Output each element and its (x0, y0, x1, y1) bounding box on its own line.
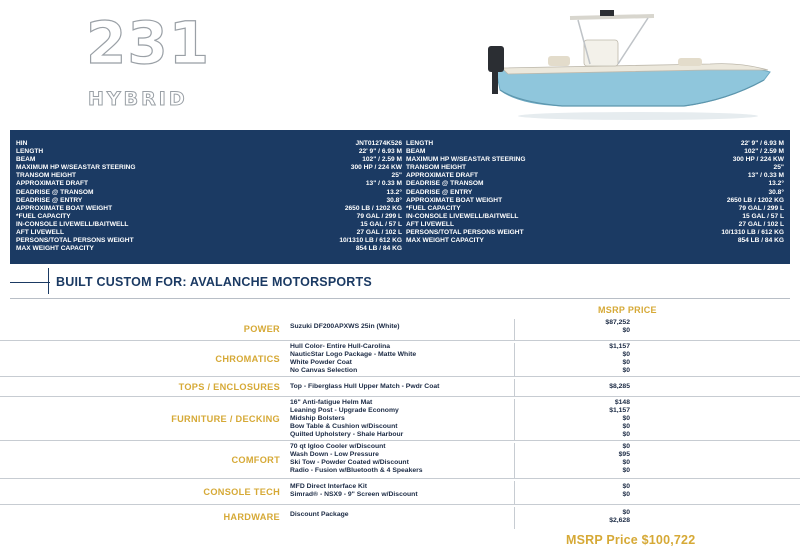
pricing-section-console-tech (0, 479, 800, 505)
category-label: CONSOLE TECH (203, 486, 280, 497)
option-item: No Canvas Selection (290, 367, 358, 375)
option-price: $8,285 (609, 383, 630, 390)
category-label: FURNITURE / DECKING (171, 413, 280, 424)
model-name: HYBRID (88, 88, 188, 110)
option-item: White Powder Coat (290, 359, 352, 367)
category-label: TOPS / ENCLOSURES (178, 381, 280, 392)
spec-row: *FUEL CAPACITY 79 GAL / 299 L (406, 204, 784, 212)
option-price: $0 (622, 491, 630, 499)
category-label: HARDWARE (223, 512, 280, 522)
option-item: Top - Fiberglass Hull Upper Match - Pwdr Coat (290, 383, 440, 390)
specs-right-column (406, 140, 784, 245)
option-item: Leaning Post - Upgrade Economy (290, 407, 399, 415)
option-item: Ski Tow - Powder Coated w/Discount (290, 459, 409, 467)
pricing-section-hardware (0, 505, 800, 529)
pricing-section-furniture-decking (0, 397, 800, 441)
spec-row: LENGTH 22' 9" / 6.93 M (16, 148, 402, 156)
option-item: Hull Color- Entire Hull-Carolina (290, 343, 391, 350)
specifications-panel (10, 130, 790, 264)
option-item: 70 qt Igloo Cooler w/Discount (290, 443, 386, 450)
pricing-section-comfort (0, 441, 800, 479)
spec-row: TRANSOM HEIGHT 25" (406, 164, 784, 172)
category-label: CHROMATICS (215, 353, 280, 364)
spec-row: HIN JNT01274K526 (16, 140, 402, 147)
accent-line-vertical (48, 268, 49, 294)
option-price: $1,157 (609, 407, 630, 415)
pricing-section-power (0, 317, 800, 341)
boat-image (478, 6, 778, 124)
option-item: Wash Down - Low Pressure (290, 451, 379, 459)
spec-row: MAXIMUM HP W/SEASTAR STEERING 300 HP / 224 KW (406, 156, 784, 164)
spec-row: APPROXIMATE DRAFT 13" / 0.33 M (406, 172, 784, 180)
category-label: COMFORT (231, 454, 280, 465)
option-item: Suzuki DF200APXWS 25in (White) (290, 323, 400, 330)
option-item: Discount Package (290, 511, 349, 518)
option-item: Midship Bolsters (290, 415, 345, 423)
option-price: $87,252 (605, 319, 630, 326)
spec-row: MAX WEIGHT CAPACITY 854 LB / 84 KG (406, 237, 784, 245)
option-price: $2,628 (609, 517, 630, 525)
spec-row: PERSONS/TOTAL PERSONS WEIGHT 10/1310 LB / 612 KG (16, 237, 402, 245)
option-price: $0 (622, 327, 630, 335)
spec-row: DEADRISE @ TRANSOM 13.2° (16, 188, 402, 196)
spec-row: AFT LIVEWELL 27 GAL / 102 L (406, 220, 784, 228)
option-item: Simrad® - NSX9 - 9" Screen w/Discount (290, 491, 418, 499)
spec-row: DEADRISE @ ENTRY 30.8° (16, 196, 402, 204)
option-price: $0 (622, 359, 630, 367)
msrp-price-header: MSRP PRICE (598, 305, 657, 315)
option-item: Radio - Fusion w/Bluetooth & 4 Speakers (290, 467, 423, 475)
option-price: $0 (622, 423, 630, 431)
model-number: 231 (86, 9, 211, 77)
option-price: $0 (622, 443, 630, 450)
option-price: $0 (622, 483, 630, 490)
spec-row: IN-CONSOLE LIVEWELL/BAITWELL 15 GAL / 57 L (16, 220, 402, 228)
spec-row: APPROXIMATE BOAT WEIGHT 2650 LB / 1202 KG (16, 204, 402, 212)
spec-row: DEADRISE @ TRANSOM 13.2° (406, 180, 784, 188)
option-price: $0 (622, 351, 630, 359)
option-item: MFD Direct Interface Kit (290, 483, 368, 490)
option-price: $0 (622, 467, 630, 475)
category-label: POWER (243, 323, 280, 334)
spec-row: MAXIMUM HP W/SEASTAR STEERING 300 HP / 224 KW (16, 164, 402, 172)
spec-row: TRANSOM HEIGHT 25" (16, 172, 402, 180)
option-price: $0 (622, 367, 630, 375)
section-divider (10, 298, 790, 299)
option-price: $95 (618, 451, 630, 459)
option-price: $1,157 (609, 343, 630, 350)
option-price: $0 (622, 415, 630, 423)
accent-line-horizontal (10, 282, 50, 283)
msrp-total-price: MSRP Price $100,722 (566, 533, 696, 547)
option-price: $0 (622, 431, 630, 439)
option-price: $0 (622, 509, 630, 516)
option-price: $0 (622, 459, 630, 467)
specs-left-column (16, 140, 402, 253)
spec-row: AFT LIVEWELL 27 GAL / 102 L (16, 229, 402, 237)
spec-row: APPROXIMATE BOAT WEIGHT 2650 LB / 1202 KG (406, 196, 784, 204)
option-price: $148 (614, 399, 630, 406)
built-custom-title: BUILT CUSTOM FOR: AVALANCHE MOTORSPORTS (56, 275, 372, 289)
spec-row: PERSONS/TOTAL PERSONS WEIGHT 10/1310 LB / 612 KG (406, 229, 784, 237)
spec-row: BEAM 102" / 2.59 M (406, 148, 784, 156)
spec-row: DEADRISE @ ENTRY 30.8° (406, 188, 784, 196)
spec-row: BEAM 102" / 2.59 M (16, 156, 402, 164)
spec-row: LENGTH 22' 9" / 6.93 M (406, 140, 784, 147)
option-item: 16" Anti-fatigue Helm Mat (290, 399, 373, 406)
option-item: Quilted Upholstery - Shale Harbour (290, 431, 404, 439)
spec-row: APPROXIMATE DRAFT 13" / 0.33 M (16, 180, 402, 188)
spec-row: IN-CONSOLE LIVEWELL/BAITWELL 15 GAL / 57 L (406, 212, 784, 220)
option-item: NauticStar Logo Package - Matte White (290, 351, 417, 359)
spec-row: MAX WEIGHT CAPACITY 854 LB / 84 KG (16, 245, 402, 253)
pricing-section-tops-enclosures (0, 377, 800, 397)
option-item: Bow Table & Cushion w/Discount (290, 423, 398, 431)
spec-row: *FUEL CAPACITY 79 GAL / 299 L (16, 212, 402, 220)
pricing-section-chromatics (0, 341, 800, 377)
